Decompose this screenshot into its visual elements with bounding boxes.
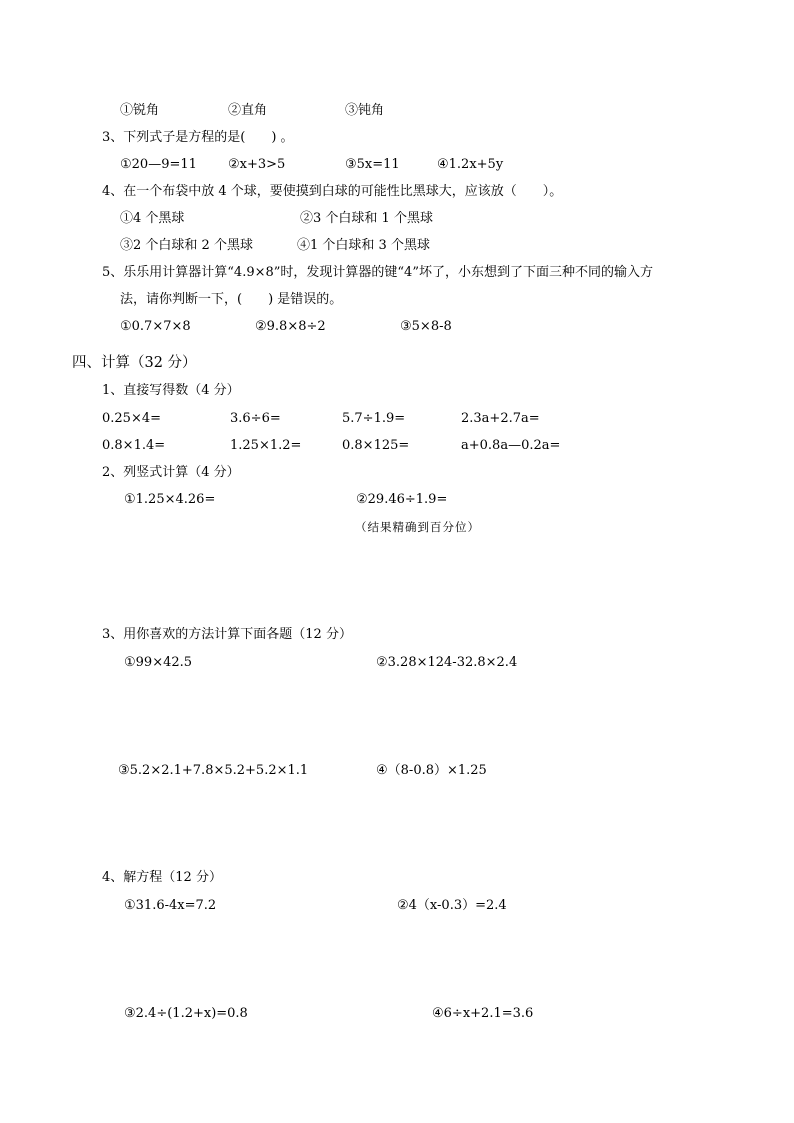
equation-item: ④6÷x+2.1=3.6 bbox=[432, 1006, 534, 1021]
q5-stem-line1: 5、乐乐用计算器计算“4.9×8”时，发现计算器的键“4”坏了，小东想到了下面三种不同的输入方 bbox=[102, 265, 653, 280]
mental-math-item: 0.25×4= bbox=[102, 411, 162, 426]
q5-option-1: ①0.7×7×8 bbox=[120, 319, 191, 334]
mental-math-item: 0.8×125= bbox=[342, 438, 410, 453]
part2-title: 2、列竖式计算（4 分） bbox=[102, 465, 240, 480]
mental-math-item: 3.6÷6= bbox=[230, 411, 281, 426]
convenient-calc-item: ④（8-0.8）×1.25 bbox=[376, 763, 487, 778]
equation-item: ①31.6-4x=7.2 bbox=[124, 898, 217, 913]
q5-option-2: ②9.8×8÷2 bbox=[255, 319, 326, 334]
mental-math-item: 0.8×1.4= bbox=[102, 438, 166, 453]
q4-stem: 4、在一个布袋中放 4 个球，要使摸到白球的可能性比黑球大，应该放（ ）。 bbox=[102, 184, 563, 199]
part1-title: 1、直接写得数（4 分） bbox=[102, 383, 240, 398]
equation-item: ③2.4÷(1.2+x)=0.8 bbox=[124, 1006, 248, 1021]
q3-option-3: ③5x=11 bbox=[345, 157, 400, 172]
mental-math-item: 5.7÷1.9= bbox=[342, 411, 406, 426]
q3-option-4: ④1.2x+5y bbox=[437, 157, 504, 172]
q4-option-2: ②3 个白球和 1 个黑球 bbox=[300, 211, 433, 226]
mental-math-item: 1.25×1.2= bbox=[230, 438, 302, 453]
q5-option-3: ③5×8-8 bbox=[400, 319, 452, 334]
q3-stem: 3、下列式子是方程的是( ) 。 bbox=[102, 130, 294, 145]
vertical-calc-item: ②29.46÷1.9= bbox=[356, 492, 448, 507]
convenient-calc-item: ③5.2×2.1+7.8×5.2+5.2×1.1 bbox=[118, 763, 309, 778]
q4-option-1: ①4 个黑球 bbox=[120, 211, 185, 226]
convenient-calc-item: ①99×42.5 bbox=[124, 655, 193, 670]
q3-option-2: ②x+3>5 bbox=[228, 157, 286, 172]
q2-option-3: ③钝角 bbox=[345, 103, 385, 118]
section-4-title: 四、计算（32 分） bbox=[72, 355, 197, 371]
equation-item: ②4（x-0.3）=2.4 bbox=[397, 898, 507, 913]
q3-option-1: ①20—9=11 bbox=[120, 157, 197, 172]
rounding-note: （结果精确到百分位） bbox=[355, 520, 480, 534]
mental-math-item: a+0.8a—0.2a= bbox=[461, 438, 561, 453]
part4-title: 4、解方程（12 分） bbox=[102, 870, 222, 885]
q4-option-3: ③2 个白球和 2 个黑球 bbox=[120, 238, 253, 253]
mental-math-item: 2.3a+2.7a= bbox=[461, 411, 540, 426]
part3-title: 3、用你喜欢的方法计算下面各题（12 分） bbox=[102, 627, 352, 642]
q5-stem-line2: 法，请你判断一下，( ) 是错误的。 bbox=[120, 292, 343, 307]
q2-option-1: ①锐角 bbox=[120, 103, 160, 118]
vertical-calc-item: ①1.25×4.26= bbox=[124, 492, 216, 507]
q2-option-2: ②直角 bbox=[228, 103, 268, 118]
convenient-calc-item: ②3.28×124-32.8×2.4 bbox=[376, 655, 518, 670]
q4-option-4: ④1 个白球和 3 个黑球 bbox=[297, 238, 430, 253]
